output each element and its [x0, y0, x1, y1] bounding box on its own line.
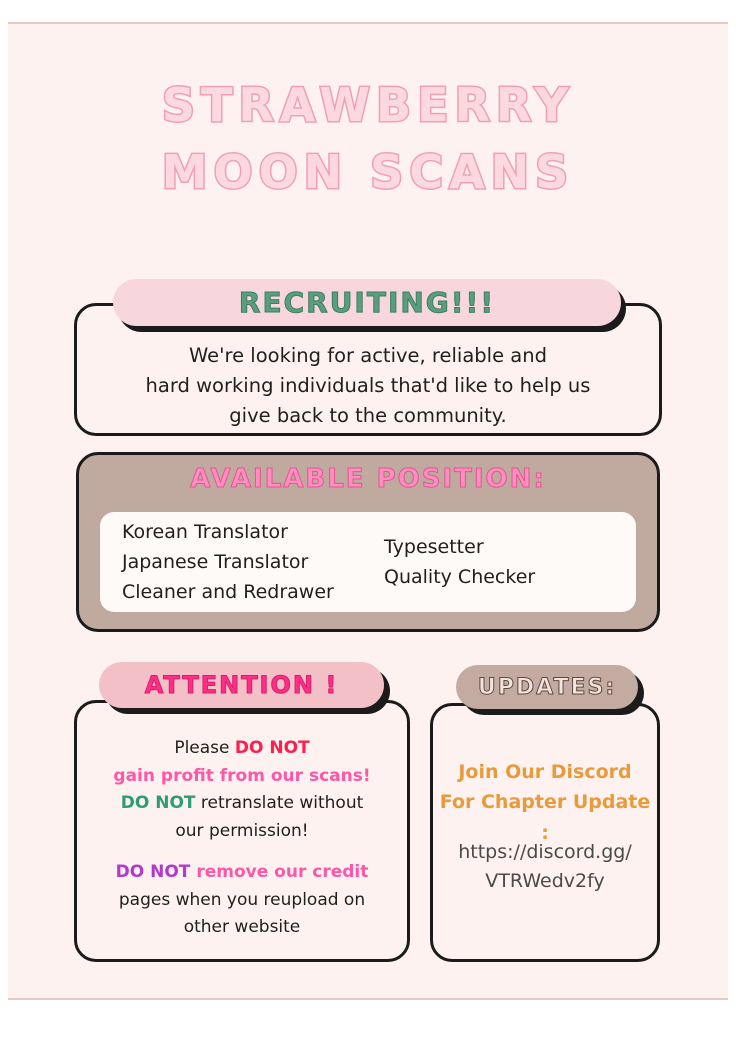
attention-spacer: [84, 845, 400, 859]
page-title-line-2: MOON SCANS: [161, 144, 575, 199]
recruiting-body-line-2: hard working individuals that'd like to help us: [145, 374, 591, 398]
positions-right-column: [374, 532, 636, 592]
discord-link-line-1: https://discord.gg/: [458, 841, 632, 863]
discord-link-line-2: VTRWedv2fy: [485, 870, 605, 893]
recruiting-body: [84, 341, 652, 432]
attention-line-3: [84, 790, 400, 818]
divider-bottom: [8, 998, 728, 1000]
discord-link[interactable]: [436, 838, 654, 897]
attention-heading: ATTENTION !: [99, 662, 384, 708]
list-item: Quality Checker: [384, 566, 536, 588]
divider-top: [8, 22, 728, 24]
attention-line-1-plain: Please: [174, 738, 235, 758]
page-margin-top: [0, 0, 736, 22]
recruiting-heading: RECRUITING!!!: [113, 279, 621, 326]
attention-line-2-keyword: gain profit from our scans!: [113, 765, 371, 786]
attention-line-5: [84, 859, 400, 887]
updates-body-line-2: For Chapter Update :: [439, 791, 651, 844]
attention-line-5-keyword: DO NOT: [115, 862, 191, 883]
list-item: Korean Translator: [122, 520, 288, 543]
list-item: Japanese Translator: [122, 550, 309, 573]
attention-line-4: our permission!: [175, 820, 309, 841]
page-title: [0, 72, 736, 205]
recruiting-body-line-3: give back to the community.: [229, 404, 507, 428]
page-margin-bottom: [0, 1000, 736, 1041]
attention-line-3-plain: retranslate without: [195, 793, 364, 814]
attention-body: [84, 735, 400, 942]
attention-line-1-keyword: DO NOT: [234, 738, 310, 758]
recruiting-body-line-1: We're looking for active, reliable and: [189, 344, 547, 367]
attention-line-5-rest: remove our credit: [190, 862, 369, 883]
updates-body: [436, 757, 654, 848]
attention-line-3-keyword: DO NOT: [120, 793, 196, 814]
positions-left-column: [100, 517, 374, 607]
positions-heading: AVAILABLE POSITION:: [190, 464, 546, 494]
page-title-line-1: STRAWBERRY: [161, 78, 575, 132]
attention-line-6: pages when you reupload on: [118, 889, 366, 910]
list-item: Typesetter: [384, 535, 484, 558]
list-item: Cleaner and Redrawer: [122, 581, 334, 603]
attention-line-7: other website: [183, 917, 301, 938]
attention-line-2: [84, 763, 400, 791]
updates-heading: UPDATES:: [456, 665, 638, 709]
updates-body-line-1: Join Our Discord: [458, 761, 632, 783]
positions-list-panel: [100, 512, 636, 612]
attention-line-1: [84, 735, 400, 763]
